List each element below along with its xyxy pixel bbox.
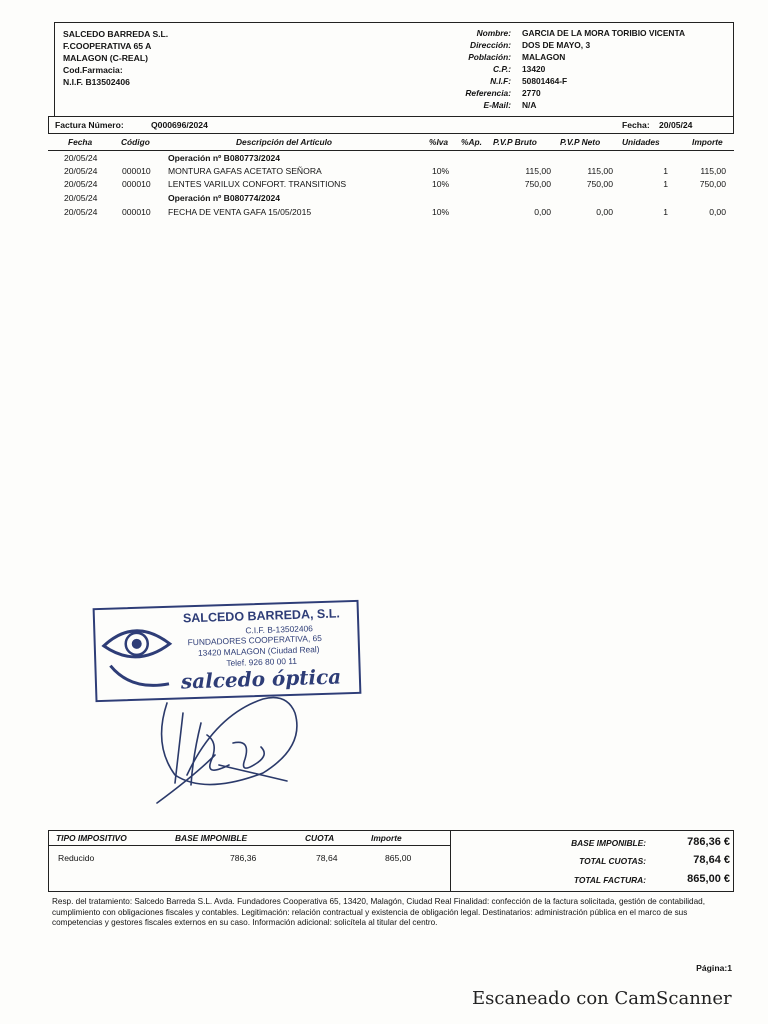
- row-pvp-bruto: 750,00: [524, 179, 551, 189]
- col-pvp-bruto: P.V.P Bruto: [493, 137, 537, 147]
- row-importe: 115,00: [700, 166, 726, 176]
- privacy-footnote: Resp. del tratamiento: Salcedo Barreda S.L. Avda. Fundadores Cooperativa 65, 13420, Malagón, Ciudad Real Finalidad: confección de la factura solicitada, gestión de contabilidad, cumplimiento con obligaciones fiscales y contables. Legitimación: relación contractual y existencia de obligación legal. Destinatarios: administración pública en el marco de sus competencias y gestores fiscales externos en su caso. Información adicional: solicítela al titular del centro.: [52, 897, 705, 928]
- invoice-bar: [48, 116, 734, 134]
- table-row: [0, 179, 768, 192]
- row-descripcion: Operación nº B080774/2024: [168, 193, 281, 203]
- tax-importe: 865,00: [385, 853, 412, 863]
- tax-col-tipo: TIPO IMPOSITIVO: [56, 833, 127, 843]
- total-factura-value: 865,00 €: [687, 873, 730, 885]
- company-name: SALCEDO BARREDA S.L.: [63, 29, 169, 39]
- row-codigo: 000010: [122, 207, 151, 217]
- stamp-street: FUNDADORES COOPERATIVA, 65: [187, 633, 322, 648]
- col-codigo: Código: [121, 137, 150, 147]
- table-row: [0, 207, 768, 220]
- stamp-name: SALCEDO BARREDA, S.L.: [182, 606, 341, 626]
- handwritten-signature: [145, 685, 305, 805]
- tax-col-base: BASE IMPONIBLE: [175, 833, 248, 843]
- col-fecha: Fecha: [68, 137, 93, 147]
- cp-value: 13420: [522, 64, 546, 74]
- invoice-number: Q000696/2024: [151, 120, 208, 130]
- table-row: [0, 193, 768, 206]
- tax-cuota: 78,64: [316, 853, 338, 863]
- email-label: E-Mail:: [483, 100, 511, 110]
- company-address: F.COOPERATIVA 65 A: [63, 41, 152, 51]
- row-fecha: 20/05/24: [64, 166, 98, 176]
- total-cuotas-value: 78,64 €: [693, 854, 730, 866]
- row-descripcion: Operación nº B080773/2024: [168, 153, 281, 163]
- row-descripcion: MONTURA GAFAS ACETATO SEÑORA: [168, 166, 322, 176]
- company-nif: N.I.F. B13502406: [63, 77, 130, 87]
- row-iva: 10%: [432, 207, 450, 217]
- col-descripcion: Descripción del Artículo: [236, 137, 333, 147]
- col-importe: Importe: [692, 137, 723, 147]
- total-cuotas-label: TOTAL CUOTAS:: [579, 856, 646, 866]
- nombre-label: Nombre:: [476, 28, 511, 38]
- referencia-value: 2770: [522, 88, 541, 98]
- stamp-cif: C.I.F. B-13502406: [245, 623, 314, 636]
- row-pvp-neto: 750,00: [586, 179, 613, 189]
- referencia-label: Referencia:: [465, 88, 511, 98]
- row-codigo: 000010: [122, 179, 151, 189]
- tax-col-cuota: CUOTA: [305, 833, 335, 843]
- invoice-date: 20/05/24: [659, 120, 693, 130]
- row-fecha: 20/05/24: [64, 179, 98, 189]
- stamp-city: 13420 MALAGON (Ciudad Real): [197, 644, 320, 658]
- row-iva: 10%: [432, 166, 450, 176]
- table-row: [0, 153, 768, 166]
- table-row: [0, 166, 768, 179]
- invoice-number-label: Factura Número:: [55, 120, 124, 130]
- direccion-label: Dirección:: [470, 40, 511, 50]
- row-unidades: 1: [663, 179, 668, 189]
- col-iva: %Iva: [429, 137, 449, 147]
- total-base-value: 786,36 €: [687, 836, 730, 848]
- row-unidades: 1: [663, 166, 668, 176]
- header-box: [54, 22, 734, 117]
- invoice-date-label: Fecha:: [622, 120, 650, 130]
- client-nif-value: 50801464-F: [522, 76, 568, 86]
- client-nif-label: N.I.F:: [490, 76, 511, 86]
- company-city: MALAGON (C-REAL): [63, 53, 148, 63]
- poblacion-value: MALAGON: [522, 52, 566, 62]
- row-pvp-bruto: 115,00: [525, 166, 551, 176]
- total-base-label: BASE IMPONIBLE:: [571, 838, 646, 848]
- row-pvp-bruto: 0,00: [534, 207, 551, 217]
- tax-base: 786,36: [230, 853, 257, 863]
- row-descripcion: LENTES VARILUX CONFORT. TRANSITIONS: [168, 179, 347, 189]
- row-fecha: 20/05/24: [64, 153, 98, 163]
- cod-farmacia-label: Cod.Farmacia:: [63, 65, 123, 75]
- stamp-brand: salcedo óptica: [180, 664, 342, 694]
- cp-label: C.P.:: [493, 64, 511, 74]
- scanner-watermark: Escaneado con CamScanner: [472, 988, 732, 1009]
- total-factura-label: TOTAL FACTURA:: [573, 875, 646, 885]
- tax-col-importe: Importe: [371, 833, 402, 843]
- tax-table-header-line: [48, 845, 450, 846]
- col-unidades: Unidades: [622, 137, 660, 147]
- row-fecha: 20/05/24: [64, 193, 98, 203]
- eye-logo-icon: [99, 614, 179, 696]
- row-importe: 0,00: [709, 207, 726, 217]
- row-unidades: 1: [663, 207, 668, 217]
- col-pvp-neto: P.V.P Neto: [560, 137, 601, 147]
- tax-tipo: Reducido: [58, 853, 95, 863]
- row-codigo: 000010: [122, 166, 151, 176]
- row-importe: 750,00: [699, 179, 726, 189]
- stamp-phone: Telef. 926 80 00 11: [226, 655, 298, 669]
- row-pvp-neto: 0,00: [596, 207, 613, 217]
- row-fecha: 20/05/24: [64, 207, 98, 217]
- poblacion-label: Población:: [468, 52, 511, 62]
- col-ap: %Ap.: [461, 137, 482, 147]
- direccion-value: DOS DE MAYO, 3: [522, 40, 591, 50]
- row-pvp-neto: 115,00: [587, 166, 613, 176]
- table-header-divider: [48, 150, 734, 151]
- row-iva: 10%: [432, 179, 450, 189]
- nombre-value: GARCIA DE LA MORA TORIBIO VICENTA: [522, 28, 685, 38]
- email-value: N/A: [522, 100, 537, 110]
- totals-divider: [450, 830, 451, 892]
- page-number: Página:1: [696, 963, 732, 973]
- row-descripcion: FECHA DE VENTA GAFA 15/05/2015: [168, 207, 312, 217]
